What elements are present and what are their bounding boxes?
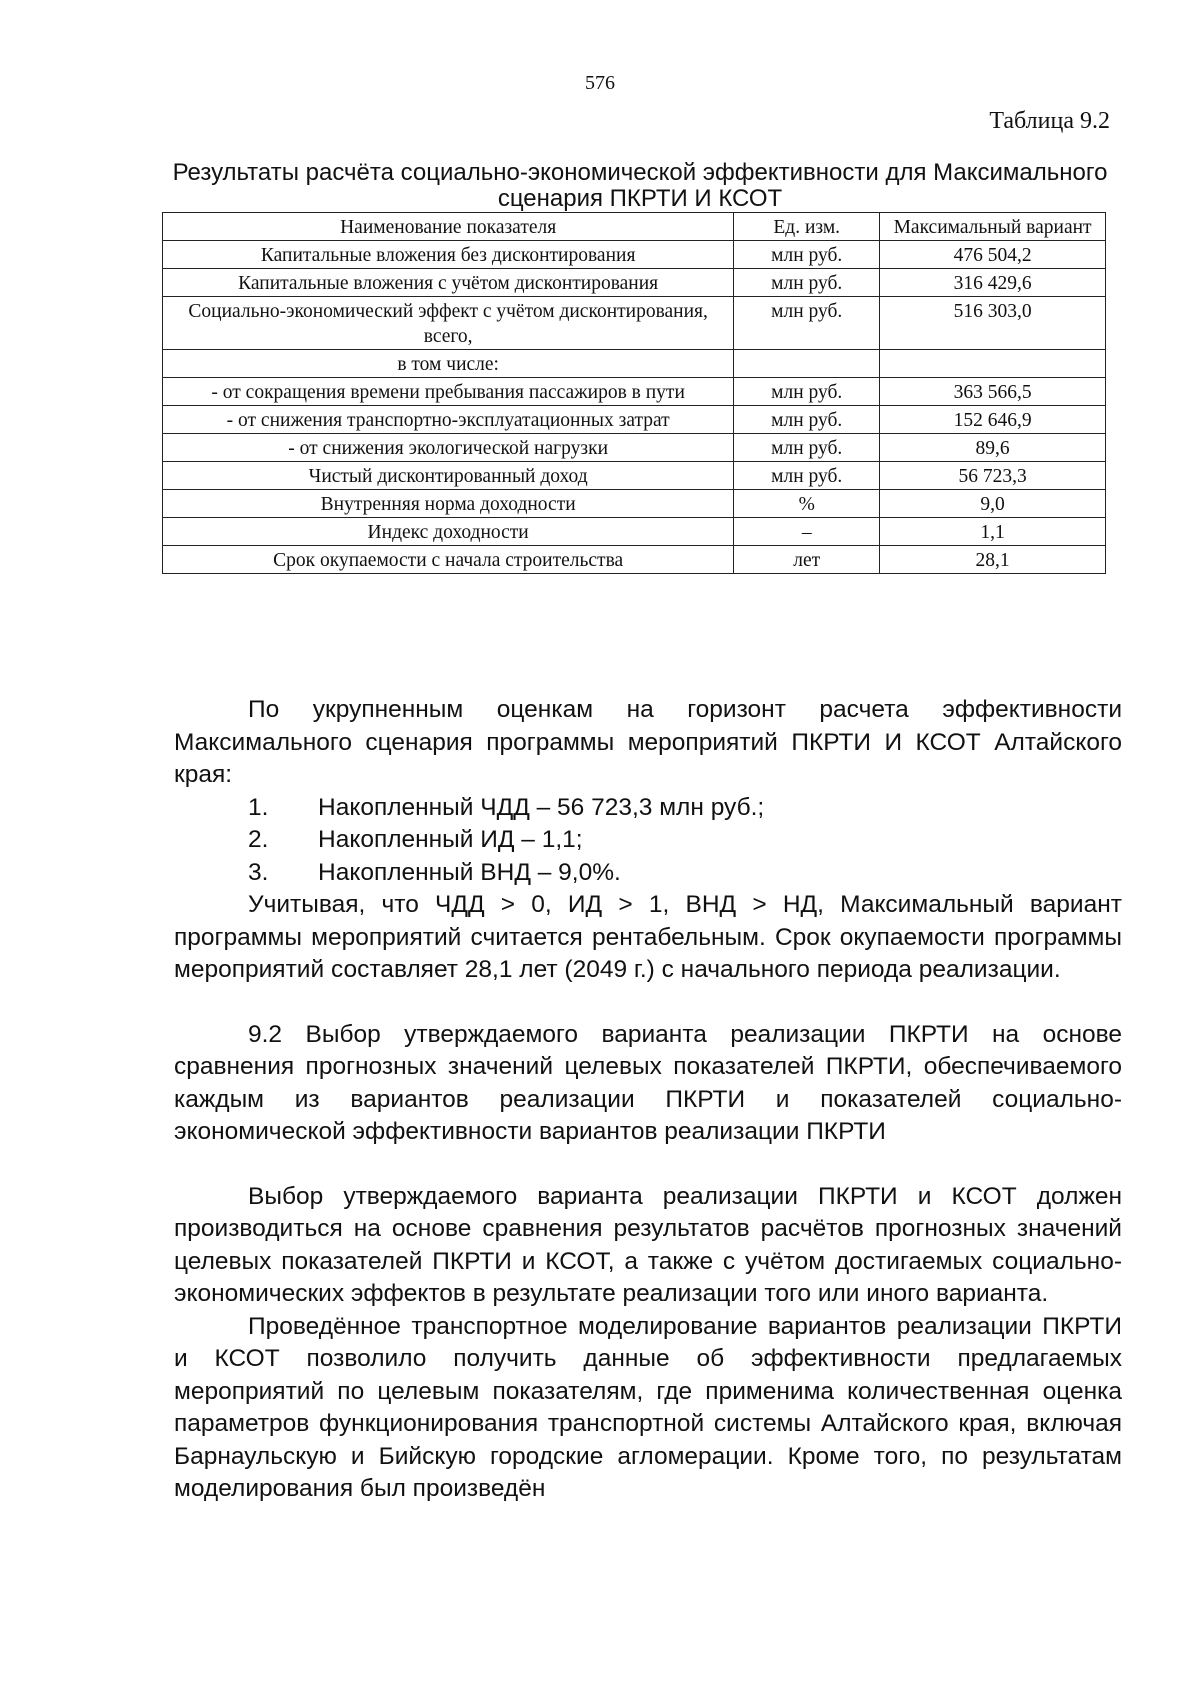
- row-value: 28,1: [880, 546, 1106, 574]
- list-number: 1.: [248, 793, 269, 821]
- header-unit: Ед. изм.: [734, 213, 880, 241]
- body-text: [174, 694, 1122, 1506]
- row-unit: лет: [734, 546, 880, 574]
- page-number: 576: [585, 72, 615, 94]
- row-unit: млн руб.: [734, 297, 880, 350]
- table-row: [163, 378, 1106, 406]
- list-text: Накопленный ИД – 1,1;: [318, 826, 583, 853]
- row-name: в том числе:: [163, 350, 734, 378]
- table-row: [163, 434, 1106, 462]
- row-name: Капитальные вложения с учётом дисконтирования: [163, 269, 734, 297]
- list-number: 3.: [248, 858, 269, 886]
- row-value: 476 504,2: [880, 241, 1106, 269]
- row-value: 1,1: [880, 518, 1106, 546]
- row-unit: млн руб.: [734, 434, 880, 462]
- row-name: Капитальные вложения без дисконтирования: [163, 241, 734, 269]
- row-unit: млн руб.: [734, 269, 880, 297]
- row-value: 89,6: [880, 434, 1106, 462]
- conclusion-paragraph: Учитывая, что ЧДД > 0, ИД > 1, ВНД > НД, Максимальный вариант программы мероприятий считается рентабельным. Срок окупаемости программы мероприятий составляет 28,1 лет (2049 г.) с начального периода реализации.: [174, 891, 1122, 983]
- intro-paragraph: По укрупненным оценкам на горизонт расчета эффективности Максимального сценария программы мероприятий ПКРТИ И КСОТ Алтайского края:: [174, 696, 1122, 788]
- table-row: [163, 546, 1106, 574]
- list-text: Накопленный ЧДД – 56 723,3 млн руб.;: [318, 793, 765, 821]
- list-item: [174, 857, 1122, 890]
- row-name: Индекс доходности: [163, 518, 734, 546]
- row-value: 316 429,6: [880, 269, 1106, 297]
- table-header-row: [163, 213, 1106, 241]
- row-value: 363 566,5: [880, 378, 1106, 406]
- table-row: [163, 462, 1106, 490]
- paragraph-1: Выбор утверждаемого варианта реализации ПКРТИ и КСОТ должен производиться на основе сравнения результатов расчётов прогнозных значений целевых показателей ПКРТИ и КСОТ, а также с учётом достигаемых социально-экономических эффектов в результате реализации того или иного варианта.: [174, 1182, 1122, 1307]
- list-text: Накопленный ВНД – 9,0%.: [318, 858, 621, 886]
- row-unit: [734, 350, 880, 378]
- row-value: 516 303,0: [880, 297, 1106, 350]
- list-item: [174, 792, 1122, 825]
- section-title: 9.2 Выбор утверждаемого варианта реализации ПКРТИ на основе сравнения прогнозных значений целевых показателей ПКРТИ, обеспечиваемого каждым из вариантов реализации ПКРТИ и показателей социально-экономической эффективности вариантов реализации ПКРТИ: [174, 1020, 1122, 1145]
- row-name: - от сокращения времени пребывания пассажиров в пути: [163, 378, 734, 406]
- list-number: 2.: [248, 826, 269, 853]
- row-value: [880, 350, 1106, 378]
- table-label: Таблица 9.2: [989, 108, 1110, 134]
- spacer: [174, 1149, 1122, 1181]
- table-row: [163, 269, 1106, 297]
- row-value: 152 646,9: [880, 406, 1106, 434]
- row-unit: –: [734, 518, 880, 546]
- table-row: [163, 518, 1106, 546]
- row-name: - от снижения экологической нагрузки: [163, 434, 734, 462]
- table-row: [163, 297, 1106, 350]
- table-row: [163, 406, 1106, 434]
- table-row: [163, 490, 1106, 518]
- table-row: [163, 350, 1106, 378]
- row-unit: млн руб.: [734, 378, 880, 406]
- header-max-variant: Максимальный вариант: [880, 213, 1106, 241]
- paragraph-2: Проведённое транспортное моделирование вариантов реализации ПКРТИ и КСОТ позволило получить данные об эффективности предлагаемых мероприятий по целевым показателям, где применима количественная оценка параметров функционирования транспортной системы Алтайского края, включая Барнаульскую и Бийскую городские агломерации. Кроме того, по результатам моделирования был произведён: [174, 1312, 1122, 1502]
- row-unit: %: [734, 490, 880, 518]
- header-indicator-name: Наименование показателя: [163, 213, 734, 241]
- row-name: Социально-экономический эффект с учётом дисконтирования, всего,: [163, 297, 734, 350]
- row-unit: млн руб.: [734, 406, 880, 434]
- indicators-table: [162, 212, 1106, 574]
- table-row: [163, 241, 1106, 269]
- table-caption: Результаты расчёта социально-экономической эффективности для Максимального сценария ПКРТИ И КСОТ: [172, 159, 1108, 212]
- row-value: 9,0: [880, 490, 1106, 518]
- row-name: Чистый дисконтированный доход: [163, 462, 734, 490]
- list-item: [174, 824, 1122, 857]
- row-unit: млн руб.: [734, 462, 880, 490]
- row-unit: млн руб.: [734, 241, 880, 269]
- row-value: 56 723,3: [880, 462, 1106, 490]
- row-name: - от снижения транспортно-эксплуатационных затрат: [163, 406, 734, 434]
- row-name: Срок окупаемости с начала строительства: [163, 546, 734, 574]
- row-name: Внутренняя норма доходности: [163, 490, 734, 518]
- spacer: [174, 987, 1122, 1019]
